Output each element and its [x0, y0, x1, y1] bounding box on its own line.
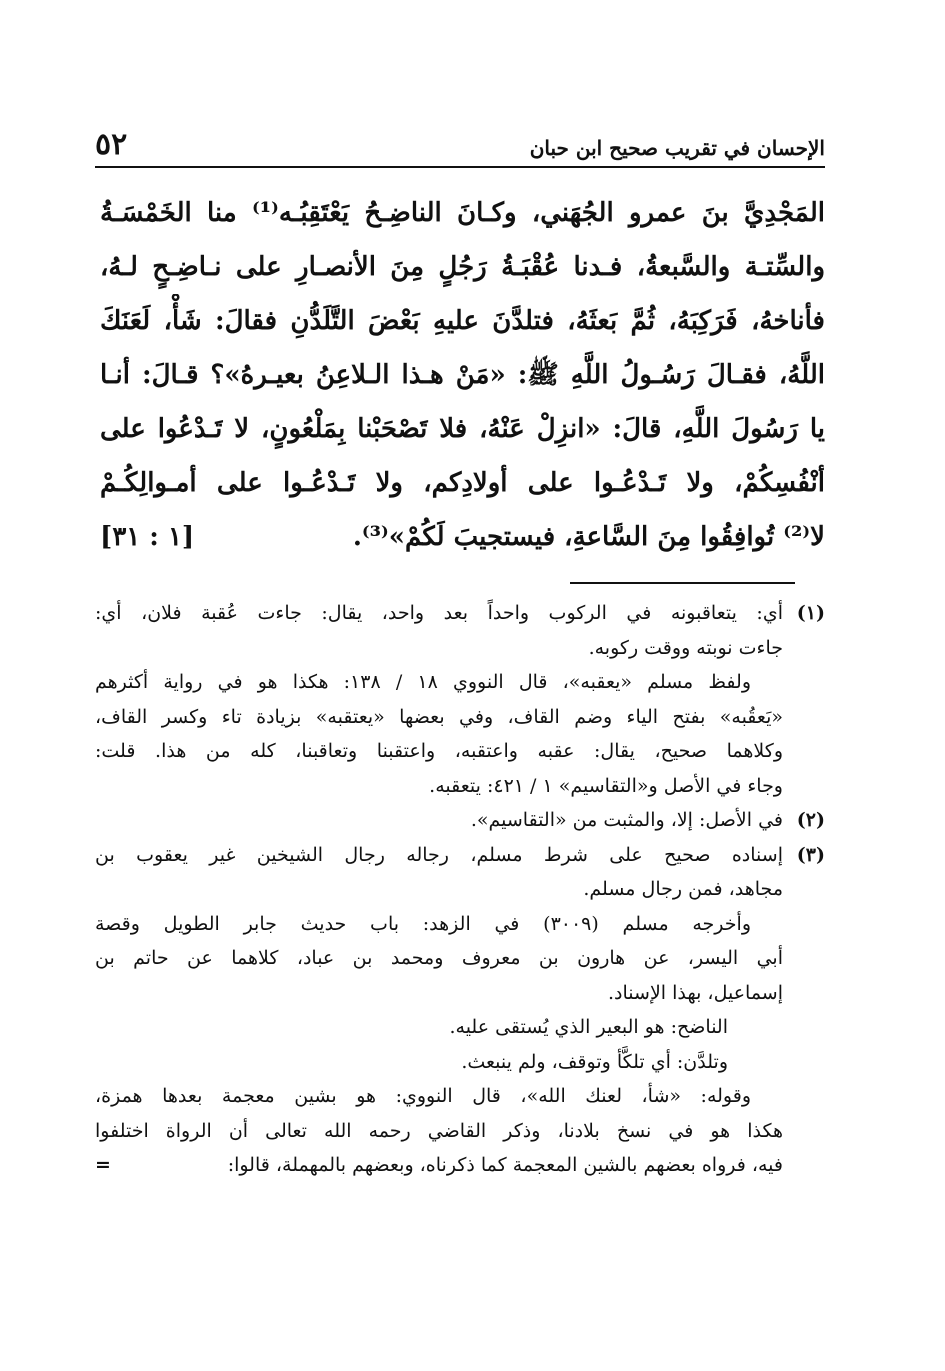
footnote-body: [95, 803, 783, 838]
footnote-line: «يَعقُبه» بفتح الياء وضم القاف، وفي بعضها «يعتقبه» بزيادة تاء وكسر القاف،: [95, 705, 783, 728]
footnote-number: (١): [796, 602, 825, 624]
footnote-line: وقوله: «شأ، لعنك الله»، قال النووي: هو بشين معجمة بعدها همزة،: [95, 1085, 751, 1107]
footnote-line: وكلاهما صحيح، يقال: عقبه واعتقبه، واعتقبنا وتعاقبنا، كله من هذا. قلت:: [95, 740, 783, 762]
footnote-3: [95, 838, 825, 1183]
footnote-1: [95, 596, 825, 803]
hadith-line: المَجْدِيَّ بنَ عمرو الجُهَني، وكـانَ الناضِـحُ يَعْتَقِبُـه⁽¹⁾ منا الخَمْسَـةُ: [100, 198, 825, 228]
hadith-text: [100, 186, 825, 564]
running-title: الإحسان في تقريب صحيح ابن حبان: [529, 136, 825, 160]
footnote-line: إسماعيل، بهذا الإسناد.: [608, 981, 783, 1004]
footnote-line: إسناده صحيح على شرط مسلم، رجاله رجال الشيخين غير يعقوب بن: [95, 843, 783, 866]
footnote-line: ولفظ مسلم «يعقبه»، قال النووي ١٨ / ١٣٨: هكذا هو في رواية أكثرهم: [95, 671, 752, 693]
footnote-line: هكذا هو في نسخ بلادنا، وذكر القاضي رحمه الله تعالى أن الرواة اختلفوا: [95, 1119, 783, 1142]
hadith-line: أنْفُسِكُمْ، ولا تَـدْعُـوا على أولادِكم، ولا تَـدْعُـوا على أمـوالِكُـمْ: [100, 468, 825, 498]
footnote-line: وجاء في الأصل و«التقاسيم» ١ / ٤٢١: يتعقبه.: [429, 774, 783, 797]
page-header: [95, 118, 825, 166]
page-number: ٥٢: [95, 127, 128, 162]
hadith-line: والسِّتـة والسَّبعةُ، فـدنا عُقْبَـةُ رَجُلٍ مِنَ الأنصـارِ على نـاضِـحٍ لـهُ،: [100, 252, 825, 282]
footnote-line: جاءت نوبته ووقت ركوبه.: [588, 636, 783, 659]
footnote-line: في الأصل: إلا، والمثبت من «التقاسيم».: [470, 809, 783, 831]
footnote-last-row: [95, 1148, 783, 1183]
footnote-line: مجاهد، فمن رجال مسلم.: [583, 878, 783, 900]
hadith-line: يا رَسُولَ اللَّهِ، قالَ: «انزِلْ عَنْهُ، فلا تَصْحَبْنا بِمَلْعُونٍ، لا تَـدْعُوا على: [100, 414, 825, 444]
footnote-body: [95, 596, 783, 803]
footnote-line: الناضح: هو البعير الذي يُستقى عليه.: [449, 1016, 728, 1038]
footnote-separator: [570, 582, 795, 584]
footnote-2: [95, 803, 825, 838]
footnote-body: [95, 838, 783, 1183]
hadith-line: فأناخهُ، فَرَكِبَهُ، ثُمَّ بَعثَهُ، فتلدَّنَ عليهِ بَعْضَ التَّلَدُّنِ فقالَ: شَأْ، لَعَنَكَ: [100, 306, 825, 336]
header-rule: [95, 166, 825, 168]
hadith-last-line: [100, 510, 825, 564]
hadith-reference: [١ : ٣١]: [100, 522, 195, 552]
footnote-line: أي: يتعاقبونه في الركوب واحداً بعد واحد، يقال: جاءت عُقبة فلان، أي:: [95, 602, 783, 624]
footnote-line: وتلدَّن: أي تلكَّأ وتوقف، ولم ينبعث.: [461, 1050, 728, 1073]
footnote-line: فيه، فرواه بعضهم بالشين المعجمة كما ذكرناه، وبعضهم بالمهملة، قالوا:: [227, 1154, 783, 1176]
continuation-mark: =: [95, 1154, 111, 1176]
footnotes: [95, 596, 825, 1183]
footnote-line: وأخرجه مسلم (٣٠٠٩) في الزهد: باب حديث جابر الطويل وقصة: [95, 912, 751, 935]
hadith-line: اللَّهُ، فقـالَ رَسُـولُ اللَّهِ ﷺ: «مَنْ هـذا الـلاعِنُ بعيـرهُ»؟ قـالَ: أنـا: [100, 360, 825, 390]
footnote-number: (٢): [796, 809, 825, 831]
hadith-line: لا⁽²⁾ تُوافِقُوا مِنَ السَّاعةِ، فيستجيبَ لَكُمْ»⁽³⁾.: [352, 522, 825, 552]
footnote-number: (٣): [796, 843, 825, 866]
footnote-line: أبي اليسر، عن هارون بن معروف ومحمد بن عباد، كلاهما عن حاتم بن: [95, 947, 783, 969]
